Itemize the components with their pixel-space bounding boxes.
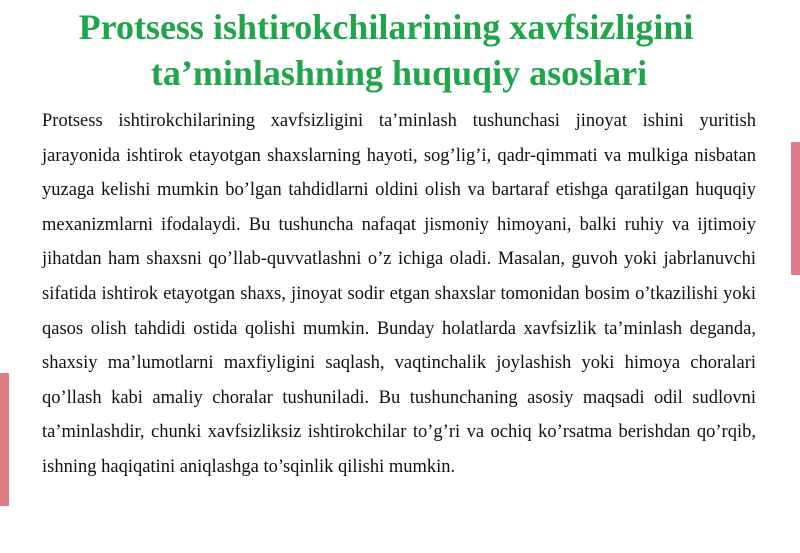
page-title-line-1: Protsess ishtirokchilarining xavfsizligini [78, 7, 694, 47]
left-accent-bar [0, 373, 9, 506]
body-paragraph: Protsess ishtirokchilarining xavfsizligini ta’minlash tushunchasi jinoyat ishini yuritish jarayonida ishtirok etayotgan shaxslarning hayoti, sog’lig’i, qadr-qimmati va mulkiga nisbatan yuzaga kelishi mumkin bo’lgan tahdidlarni oldini olish va bartaraf etishga qaratilgan huquqiy mexanizmlarni ifodalaydi. Bu tushuncha nafaqat jismoniy himoyani, balki ruhiy va ijtimoiy jihatdan ham shaxsni qo’llab-quvvatlashni o’z ichiga oladi. Masalan, guvoh yoki jabrlanuvchi sifatida ishtirok etayotgan shaxs, jinoyat sodir etgan shaxslar tomonidan bosim o’tkazilishi yoki qasos olish tahdidi ostida qolishi mumkin. Bunday holatlarda xavfsizlik ta’minlash deganda, shaxsiy ma’lumotlarni maxfiyligini saqlash, vaqtinchalik joylashish yoki himoya choralari qo’llash kabi amaliy choralar tushuniladi. Bu tushunchaning asosiy maqsadi odil sudlovni ta’minlashdir, chunki xavfsizliksiz ishtirokchilar to’g’ri va ochiq ko’rsatma berishdan qo’rqib, ishning haqiqatini aniqlashga to’sqinlik qilishi mumkin. [42, 111, 756, 477]
right-accent-bar [791, 142, 800, 275]
page-title-line-2: ta’minlashning huquqiy asoslari [150, 53, 648, 93]
page-title [0, 4, 800, 96]
